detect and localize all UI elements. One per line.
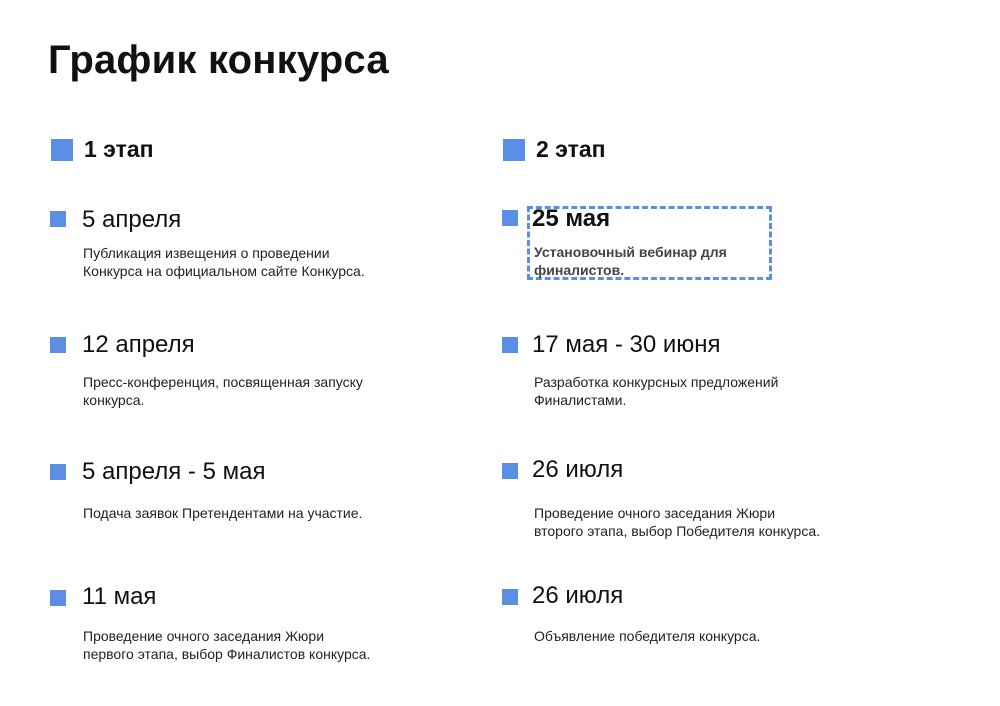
event-date: 17 мая - 30 июня: [532, 331, 721, 358]
event-date: 26 июля: [532, 582, 624, 609]
event-marker-icon: [502, 210, 518, 226]
event-description: Объявление победителя конкурса.: [534, 628, 761, 644]
event-description: Проведение очного заседания Жюри первого этапа, выбор Финалистов конкурса.: [83, 628, 371, 662]
page-title: График конкурса: [48, 38, 389, 82]
stage-1-label: 1 этап: [84, 136, 154, 162]
stage-marker-icon: [51, 139, 73, 161]
event-description: Пресс-конференция, посвященная запуску конкурса.: [83, 374, 363, 408]
event-description: Проведение очного заседания Жюри второго этапа, выбор Победителя конкурса.: [534, 505, 821, 539]
event-marker-icon: [50, 464, 66, 480]
event-marker-icon: [502, 589, 518, 605]
stage-1-header: [51, 136, 154, 163]
event-date: 5 апреля - 5 мая: [82, 458, 266, 485]
stage-marker-icon: [503, 139, 525, 161]
event-marker-icon: [50, 211, 66, 227]
event-marker-icon: [502, 337, 518, 353]
event-description: Публикация извещения о проведении Конкурса на официальном сайте Конкурса.: [83, 245, 365, 279]
stage-2-header: [503, 136, 606, 163]
event-date: 12 апреля: [82, 331, 195, 358]
event-date: 26 июля: [532, 456, 624, 483]
event-description: Разработка конкурсных предложений Финалистами.: [534, 374, 779, 408]
event-marker-icon: [50, 337, 66, 353]
event-marker-icon: [502, 463, 518, 479]
event-date: 25 мая: [532, 205, 611, 232]
event-marker-icon: [50, 590, 66, 606]
event-date: 11 мая: [82, 583, 157, 610]
event-date: 5 апреля: [82, 206, 182, 233]
stage-2-label: 2 этап: [536, 136, 606, 162]
event-description: Подача заявок Претендентами на участие.: [83, 505, 363, 521]
event-description: Установочный вебинар для финалистов.: [534, 244, 727, 278]
